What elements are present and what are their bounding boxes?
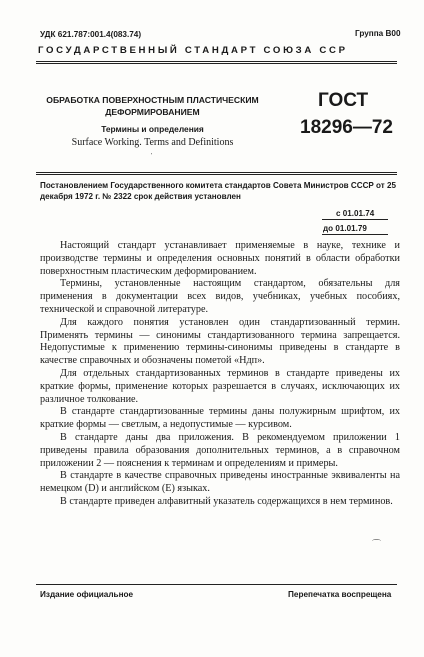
title-rule: [36, 172, 397, 173]
reprint-prohibited: Перепечатка воспрещена: [288, 590, 392, 599]
paragraph-single-term: Для каждого понятия установлен один стандартизованный термин. Применять термины — синонимы стандартизованного термина запрещается. Недопустимые к применению термины-синонимы приведены в стандарте в качестве справочных и обозначены пометой «Ндп».: [40, 316, 400, 367]
paragraph-short-forms: Для отдельных стандартизованных терминов в стандарте приведены их краткие формы, применение которых разрешается в случаях, исключающих их различное толкование.: [40, 367, 400, 405]
paragraph-equivalents: В стандарте в качестве справочных приведены иностранные эквиваленты на немецком (D) и английском (Е) языках.: [40, 470, 400, 495]
document-subtitle: Термины и определения: [101, 124, 204, 134]
gost-number: 18296—72: [300, 117, 393, 138]
document-title: ОБРАБОТКА ПОВЕРХНОСТНЫМ ПЛАСТИЧЕСКИМ ДЕФОРМИРОВАНИЕМ: [46, 95, 259, 117]
official-edition: Издание официальное: [40, 590, 134, 599]
gost-label: ГОСТ: [318, 90, 369, 111]
header-rule-double: [36, 63, 397, 64]
group-code: Группа В00: [355, 29, 401, 38]
udk-code: УДК 621.787:001.4(083.74): [40, 30, 142, 39]
paragraph-typography: В стандарте стандартизованные термины даны полужирным шрифтом, их краткие формы — светлым, а недопустимые — курсивом.: [40, 406, 400, 431]
date-rule: [322, 219, 388, 220]
body-text: [40, 240, 400, 509]
date-rule-bottom: [322, 234, 388, 235]
title-rule-double: [36, 174, 397, 175]
effective-from: с 01.01.74: [336, 209, 375, 218]
header-rule: [36, 61, 397, 62]
decree-text: Постановлением Государственного комитета стандартов Совета Министров СССР от 25 декабря 1972 г. № 2322 срок действия установлен: [40, 181, 397, 201]
paragraph-scope: Настоящий стандарт устанавливает применяемые в науке, технике и производстве термины и определения основных понятий в области обработки поверхностным пластическим деформированием.: [40, 240, 400, 277]
effective-to: до 01.01.79: [323, 224, 367, 233]
stray-mark: ': [151, 153, 153, 159]
paragraph-index: В стандарте приведен алфавитный указатель содержащихся в нем терминов.: [60, 495, 393, 507]
footer-rule: [36, 584, 397, 585]
paragraph-mandatory: Термины, установленные настоящим стандартом, обязательны для применения в документации всех видов, учебниках, учебных пособиях, технической и справочной литературе.: [40, 278, 400, 315]
paragraph-appendices: В стандарте даны два приложения. В рекомендуемом приложении 1 приведены правила образования дополнительных терминов, а в справочном приложении 2 — пояснения к терминам и определениям и примеры.: [40, 431, 400, 469]
standard-heading: ГОСУДАРСТВЕННЫЙ СТАНДАРТ СОЮЗА ССР: [38, 45, 348, 56]
english-title: Surface Working. Terms and Definitions: [71, 137, 234, 148]
pen-mark: ⌒: [372, 539, 382, 549]
